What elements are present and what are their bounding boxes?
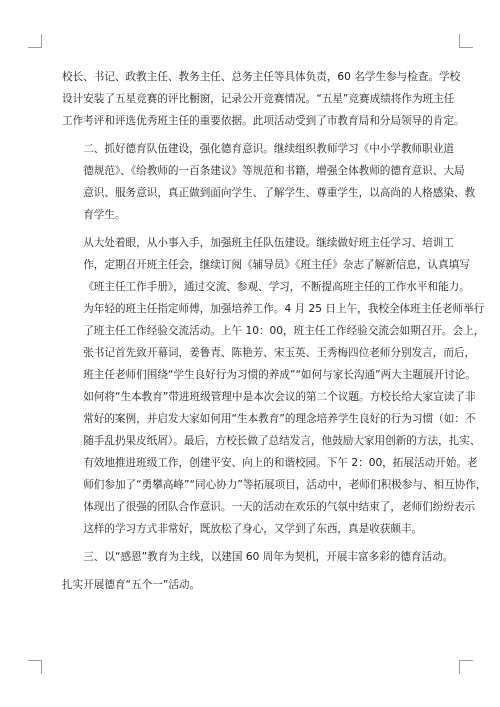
text-line: 工作考评和评选优秀班主任的重要依据。此项活动受到了市教育局和分局领导的肯定。 [62, 115, 465, 127]
paragraph [62, 138, 476, 226]
text-line: 二、抓好德育队伍建设，强化德育意识。继续组织教师学习《中小学教师职业道 [83, 143, 454, 155]
paragraph [62, 546, 454, 568]
text-line: 意识、服务意识，真正做到面向学生、了解学生、尊重学生，以高尚的人格感染、教 [83, 187, 476, 199]
text-line: 张书记首先致开幕词，姜鲁青、陈艳芳、宋玉英、王秀梅四位老师分别发言，而后， [83, 347, 476, 359]
crop-mark-top-right [459, 34, 473, 48]
paragraph [62, 66, 465, 132]
text-line: 三、以“感恩”教育为主线，以建国 60 周年为契机，开展丰富多彩的德育活动。 [83, 551, 454, 563]
paragraph [62, 232, 487, 540]
text-line: 为年轻的班主任指定师傅，加强培养工作。4 月 25 日上午，我校全体班主任老师举行 [83, 303, 485, 315]
text-line: 作，定期召开班主任会，继续订阅《辅导员》《班主任》杂志了解新信息，认真填写 [83, 259, 470, 271]
crop-mark-bottom-right [459, 660, 473, 674]
crop-mark-top-left [28, 34, 42, 48]
text-line: 体现出了很强的团队合作意识。一天的活动在欢乐的气氛中结束了，老师们纷纷表示 [83, 501, 476, 513]
text-line: 校长、书记、政教主任、教务主任、总务主任等具体负责，60 名学生参与检查。学校 [62, 71, 461, 83]
text-line: 设计安装了五星竞赛的评比橱窗，记录公开竞赛情况。“五星”竞赛成绩将作为班主任 [62, 93, 455, 105]
document-body [62, 66, 487, 602]
paragraph [62, 574, 440, 596]
text-line: 随手乱扔果皮纸屑）。最后，方校长做了总结发言，他鼓励大家用创新的方法，扎实、 [83, 435, 481, 447]
text-line: 德规范》、《给教师的一百条建议》等规范和书籍，增强全体教师的德育意识、大局 [83, 165, 465, 177]
text-line: 了班主任工作经验交流活动。上午 10：00，班主任工作经验交流会如期召开。会上， [83, 325, 485, 337]
text-line: 《班主任工作手册》，通过交流、参观、学习，不断提高班主任的工作水平和能力。 [83, 281, 470, 293]
text-line: 师们参加了“勇攀高峰”“同心协力”等拓展项目，活动中，老师们积极参与、相互协作， [83, 479, 487, 491]
text-line: 扎实开展德育“五个一”活动。 [62, 579, 201, 591]
crop-mark-bottom-left [28, 660, 42, 674]
text-line: 这样的学习方式非常好，既放松了身心，又学到了东西，真是收获颇丰。 [83, 523, 423, 535]
text-line: 班主任老师们围绕“学生良好行为习惯的养成”“如何与家长沟通”两大主题展开讨论。 [83, 369, 476, 381]
text-line: 常好的案例，并启发大家如何用“生本教育”的理念培养学生良好的行为习惯（如：不 [83, 413, 476, 425]
text-line: 从大处着眼，从小事入手，加强班主任队伍建设。继续做好班主任学习、培训工 [83, 237, 454, 249]
text-line: 有效地推进班级工作，创建平安、向上的和谐校园。下午 2：00，拓展活动开始。老 [83, 457, 478, 469]
text-line: 如何将“生本教育”带进班级管理中是本次会议的第二个议题。方校长给大家宣读了非 [83, 391, 476, 403]
text-line: 育学生。 [83, 209, 126, 221]
